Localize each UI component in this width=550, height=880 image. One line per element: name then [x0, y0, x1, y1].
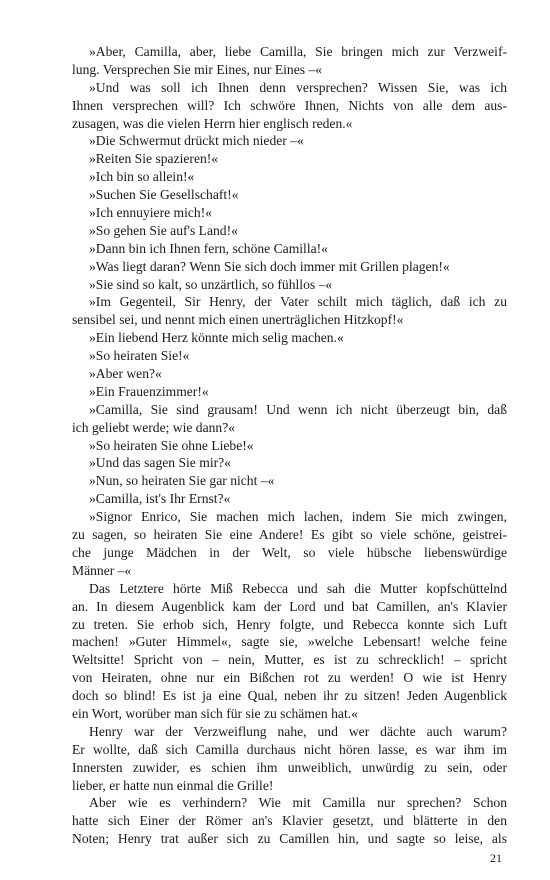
text-line: che junge Mädchen in der Welt, so viele hübsche liebenswürdige [72, 544, 507, 560]
text-line: »Camilla, Sie sind grausam! Und wenn ich nicht überzeugt bin, daß [89, 401, 507, 417]
text-line: »Im Gegenteil, Sir Henry, der Vater schilt mich täglich, daß ich zu [89, 294, 507, 310]
text-line: ich geliebt werde; wie dann?« [72, 419, 236, 435]
text-line: an. In diesem Augenblick kam der Lord und bat Camillen, an's Klavier [72, 598, 507, 614]
text-line: »Nun, so heiraten Sie gar nicht –« [89, 473, 275, 489]
text-line: doch so blind! Es ist ja eine Qual, neben ihr zu sitzen! Jeden Augenblick [72, 688, 507, 704]
text-line: sensibel sei, und nennt mich einen unerträglichen Hitzkopf!« [72, 312, 404, 328]
text-line: Innersten zuwider, es schien ihm unweiblich, unwürdig zu sein, oder [72, 759, 507, 775]
text-line: von Heiraten, ohne nur ein Bißchen rot zu werden! O wie ist Henry [72, 670, 507, 686]
text-line: zusagen, was die vielen Herrn hier englisch reden.« [72, 115, 353, 131]
page-number: 21 [490, 851, 502, 865]
text-line: »Aber wen?« [89, 366, 162, 382]
text-line: Weltsitte! Spricht von – nein, Mutter, es ist zu schrecklich! – spricht [72, 652, 507, 668]
text-line: Noten; Henry trat außer sich zu Camillen hin, und sagte so leise, als [72, 831, 507, 847]
text-line: machen! »Guter Himmel«, sagte sie, »welche Lebensart! welche feine [72, 634, 507, 650]
text-line: »So heiraten Sie ohne Liebe!« [89, 437, 254, 453]
text-line: Aber wie es verhindern? Wie mit Camilla nur sprechen? Schon [89, 795, 507, 811]
text-line: »Dann bin ich Ihnen fern, schöne Camilla!« [89, 240, 328, 256]
text-line: »Ein liebend Herz könnte mich selig machen.« [89, 330, 344, 346]
text-line: lung. Versprechen Sie mir Eines, nur Eines –« [72, 61, 323, 77]
text-line: zu sagen, so heiraten Sie eine Andere! Es gibt so viele schöne, geistrei- [72, 527, 507, 543]
text-line: »Und das sagen Sie mir?« [89, 455, 231, 471]
text-line: Henry war der Verzweiflung nahe, und wer dächte auch warum? [89, 723, 507, 739]
text-line: Ihnen versprechen will? Ich schwöre Ihnen, Nichts von alle dem aus- [72, 97, 507, 113]
text-line: »Ich ennuyiere mich!« [89, 205, 213, 221]
text-line: »Und was soll ich Ihnen denn versprechen? Wissen Sie, was ich [89, 79, 507, 95]
text-line: »Reiten Sie spazieren!« [89, 151, 219, 167]
text-line: »So gehen Sie auf's Land!« [89, 222, 238, 238]
text-line: Er wollte, daß sich Camilla durchaus nicht hören lasse, es war ihm im [72, 741, 507, 757]
text-line: »Suchen Sie Gesellschaft!« [89, 187, 239, 203]
text-line: »Sie sind so kalt, so unzärtlich, so fühllos –« [89, 276, 333, 292]
text-line: hatte sich Einer der Römer an's Klavier gesetzt, und blätterte in den [72, 813, 507, 829]
text-line: »So heiraten Sie!« [89, 348, 190, 364]
text-line: »Ich bin so allein!« [89, 169, 195, 185]
text-line: zu treten. Sie erhob sich, Henry folgte, und Rebecca konnte sich Luft [72, 616, 507, 632]
text-line: »Was liegt daran? Wenn Sie sich doch immer mit Grillen plagen!« [89, 258, 450, 274]
text-line: »Ein Frauenzimmer!« [89, 383, 209, 399]
text-line: lieber, er hatte nun einmal die Grille! [72, 777, 274, 793]
text-line: »Signor Enrico, Sie machen mich lachen, indem Sie mich zwingen, [89, 509, 507, 525]
text-line: »Aber, Camilla, aber, liebe Camilla, Sie bringen mich zur Verzweif- [89, 44, 507, 59]
text-line: ein Wort, worüber man sich für sie zu schämen hat.« [72, 705, 358, 721]
book-page-text [72, 43, 507, 848]
text-line: Das Letztere hörte Miß Rebecca und sah die Mutter kopfschüttelnd [89, 580, 507, 596]
text-line: »Die Schwermut drückt mich nieder –« [89, 133, 304, 149]
text-line: »Camilla, ist's Ihr Ernst?« [89, 491, 231, 507]
text-line: Männer –« [72, 562, 132, 578]
